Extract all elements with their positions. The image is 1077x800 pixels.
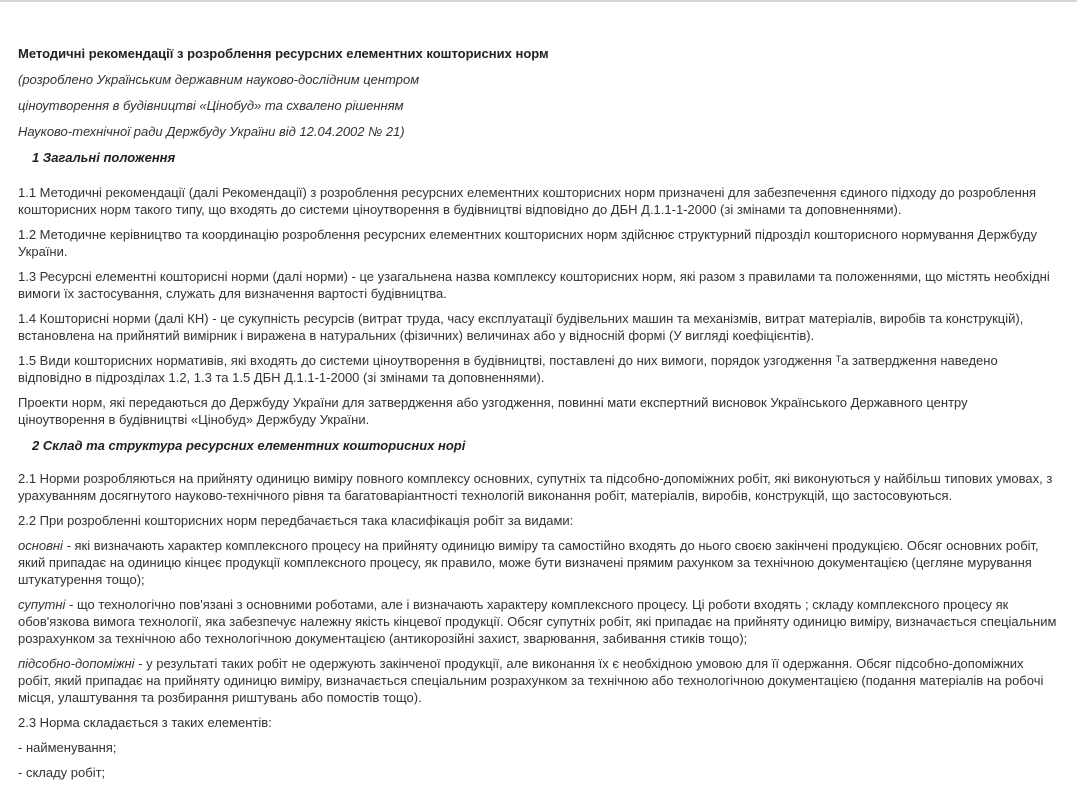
section-1-heading: 1 Загальні положення xyxy=(32,150,176,165)
document-body xyxy=(18,44,1058,789)
text-basic: - які визначають характер комплексного процесу на прийняту одиницю виміру та самостійно входять до нього своєю закінчені продукцією. Обсяг основних робіт, який припадає на одиницю кінцеє продукції комплексного процесу, як правило, може бути визначені прямим рахунком за технічною документацією (цегляне мурування штукатурення тощо); xyxy=(18,538,1039,587)
paragraph-1-1: 1.1 Методичні рекомендації (далі Рекомендації) з розроблення ресурсних елементних кошторисних норм призначені для забезпечення єдиного підходу до розроблення кошторисних норм такого типу, що входять до системи ціноутворення в будівництві відповідно до ДБН Д.1.1-1-2000 (зі змінами та доповненнями). xyxy=(18,185,1037,217)
top-divider xyxy=(0,0,1077,2)
subtitle-line-3: Науково-технічної ради Держбуду України від 12.04.2002 № 21) xyxy=(18,124,405,139)
document-title: Методичні рекомендації з розроблення ресурсних елементних кошторисних норм xyxy=(18,46,549,61)
paragraph-2-3: 2.3 Норма складається з таких елементів: xyxy=(18,715,272,730)
paragraph-2-1: 2.1 Норми розробляються на прийняту одиницю виміру повного комплексу основних, супутніх та підсобно-допоміжних робіт, які виконуються у найбільш типових умовах, з урахуванням досягнутого науково-технічного рівня та багатоваріантності технологій виконання робіт, матеріалів, виробів, конструкцій, що застосовуються. xyxy=(18,471,1053,503)
term-auxiliary: підсобно-допоміжні xyxy=(18,656,135,671)
subtitle-line-1: (розроблено Українським державним науково-дослідним центром xyxy=(18,72,420,87)
subtitle-line-2: ціноутворення в будівництві «Цінобуд» та схвалено рішенням xyxy=(18,98,404,113)
paragraph-related-works xyxy=(18,596,1058,647)
paragraph-1-2: 1.2 Методичне керівництво та координацію розроблення ресурсних елементних кошторисних норм здійснює структурний підрозділ кошторисного нормування Держбуду України. xyxy=(18,227,1037,259)
paragraph-basic-works xyxy=(18,537,1058,588)
paragraph-1-3: 1.3 Ресурсні елементні кошторисні норми (далі норми) - це узагальнена назва комплексу кошторисних норм, які разом з правилами та положеннями, що містять необхідні вимоги їх застосування, служать для визначення вартості будівництва. xyxy=(18,269,1050,301)
list-item-name: - найменування; xyxy=(18,740,117,755)
text-related: - що технологічно пов'язані з основними роботами, але і визначають характеру комплексного процесу. Ці роботи входять ; складу комплексного процесу як обов'язкова вимога технології, яка забезпечує належну якість кінцевої продукції. Обсяг супутніх робіт, які припадає на прийняту одиницю виміру, визначається спеціальним розрахунком за технічною або технологічною документацією (антикорозійні захист, зварювання, забивання стиків тощо); xyxy=(18,597,1057,646)
paragraph-1-6: Проекти норм, які передаються до Держбуду України для затвердження або узгодження, повинні мати експертний висновок Українського Державного центру ціноутворення в будівництві «Цінобуд» Держбуду України. xyxy=(18,395,968,427)
paragraph-2-2: 2.2 При розробленні кошторисних норм передбачається така класифікація робіт за видами: xyxy=(18,513,574,528)
paragraph-auxiliary-works xyxy=(18,655,1058,706)
term-related: супутні xyxy=(18,597,66,612)
term-basic: основні xyxy=(18,538,63,553)
text-auxiliary: - у результаті таких робіт не одержують закінченої продукції, але виконання їх є необхідною умовою для її одержання. Обсяг підсобно-допоміжних робіт, який припадає на прийняту одиницю виміру, визначається спеціальним розрахунком за технічною або технологічною документацією (подання матеріалів на робочі місця, улаштування та розбирання риштувань або помостів тощо). xyxy=(18,656,1044,705)
list-item-scope: - складу робіт; xyxy=(18,765,106,780)
paragraph-1-4: 1.4 Кошторисні норми (далі КН) - це сукупність ресурсів (витрат труда, часу експлуатації будівельних машин та механізмів, витрат матеріалів, виробів та конструкцій), встановлена на прийнятий вимірник і виражена в натуральних (фізичних) величинах або у відносній формі (У вигляді коефіцієнтів). xyxy=(18,311,1024,343)
paragraph-1-5: 1.5 Види кошторисних нормативів, які входять до системи ціноутворення в будівництві, поставлені до них вимоги, порядок узгодження ᵀа затвердження наведено відповідно в підрозділах 1.2, 1.3 та 1.5 ДБН Д.1.1-1-2000 (зі змінами та доповненнями). xyxy=(18,353,998,385)
section-2-heading: 2 Склад та структура ресурсних елементних кошторисних норі xyxy=(32,438,466,453)
